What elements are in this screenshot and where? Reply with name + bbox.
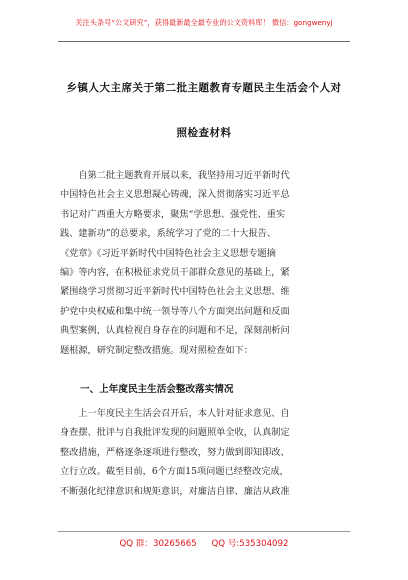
paragraph-1-line: 典型案例，认真检视自身存在的问题和不足，深刻剖析问 <box>60 325 290 337</box>
footer-qq-number: QQ 号:535304092 <box>211 539 289 549</box>
header-divider <box>58 41 350 42</box>
paragraph-1-line: 编》等内容，在积极征求党员干部群众意见的基础上，紧 <box>60 266 290 278</box>
paragraph-2-line: 整改措施，严格逐条逐项进行整改，努力做到即知即改、 <box>60 446 290 458</box>
paragraph-2 <box>60 404 354 501</box>
paragraph-1-line: 护党中央权威和集中统一领导等八个方面突出问题和反面 <box>60 305 290 317</box>
footer-contact <box>0 537 408 549</box>
paragraph-1 <box>60 166 354 360</box>
document-title-line-1: 乡镇人大主席关于第二批主题教育专题民主生活会个人对 <box>66 82 342 94</box>
paragraph-1-line: 题根源，研究制定整改措施。现对照检查如下： <box>60 344 253 356</box>
paragraph-1-line: 中国特色社会主义思想凝心铸魂，深入贯彻落实习近平总 <box>60 189 290 201</box>
paragraph-2-line: 上一年度民主生活会召开后，本人针对征求意见、自 <box>60 408 290 419</box>
section-heading-1: 一、上年度民主生活会整改落实情况 <box>80 384 234 395</box>
paragraph-1-line: 紧围绕学习贯彻习近平新时代中国特色社会主义思想、维 <box>60 286 290 298</box>
paragraph-1-line: 自第二批主题教育开展以来，我坚持用习近平新时代 <box>60 170 290 181</box>
footer-divider <box>58 531 350 532</box>
paragraph-2-line: 立行立改。截至目前，6个方面15项问题已经整改完成， <box>60 466 289 478</box>
paragraph-2-line: 不断强化纪律意识和规矩意识，对廉洁自律、廉洁从政准 <box>60 485 290 497</box>
paragraph-2-line: 身查摆、批评与自我批评发现的问题照单全收，认真制定 <box>60 427 290 439</box>
header-promo-text: 关注头条号“公文研究”，获得最新最全最专业的公文资料库！ 微信：gongwenyj <box>75 18 333 27</box>
footer-qq-group: QQ 群：30265665 <box>119 539 197 549</box>
document-title-line-2: 照检查材料 <box>176 127 232 139</box>
paragraph-1-line: 书记对广西重大方略要求，聚焦“学思想、强党性、重实 <box>60 208 286 220</box>
paragraph-1-line: 《党章》《习近平新时代中国特色社会主义思想专题摘 <box>60 247 276 259</box>
paragraph-1-line: 践、建新功”的总要求，系统学习了党的二十大报告、 <box>60 228 277 240</box>
